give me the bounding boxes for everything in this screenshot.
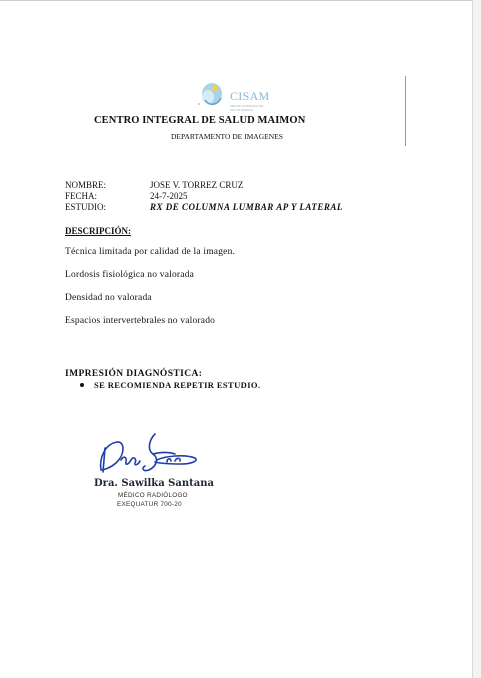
study-label: ESTUDIO: [65, 202, 106, 212]
cisam-logo-icon [193, 80, 229, 112]
name-value: JOSE V. TORREZ CRUZ [150, 180, 244, 190]
study-value: RX DE COLUMNA LUMBAR AP Y LATERAL [150, 202, 343, 212]
bullet-icon [80, 383, 84, 387]
date-row [65, 191, 343, 202]
finding-item: Técnica limitada por calidad de la imagen. [65, 247, 236, 257]
center-title: CENTRO INTEGRAL DE SALUD MAIMON [94, 115, 306, 126]
findings-list [65, 247, 235, 339]
finding-item: Densidad no valorada [65, 293, 152, 303]
logo-text: CISAM [230, 89, 270, 103]
header-vertical-rule [405, 76, 406, 146]
handwritten-signature [95, 430, 205, 480]
signature-exequatur: EXEQUATUR 700-20 [117, 501, 182, 508]
logo-tagline: CENTRO INTEGRAL DE SALUD MAIMON [230, 104, 264, 112]
name-label: NOMBRE: [65, 180, 107, 190]
scroll-gutter[interactable] [473, 0, 481, 678]
impression-heading: IMPRESIÓN DIAGNÓSTICA: [65, 369, 203, 379]
description-heading: DESCRIPCIÓN: [65, 226, 132, 236]
name-row [65, 180, 343, 191]
impression-list [80, 380, 260, 390]
department-name: DEPARTAMENTO DE IMAGENES [171, 132, 283, 141]
study-row [65, 202, 343, 213]
impression-text: SE RECOMIENDA REPETIR ESTUDIO. [94, 380, 261, 390]
date-label: FECHA: [65, 191, 98, 201]
patient-info [65, 180, 343, 213]
impression-item [80, 380, 260, 390]
signature-name: Dra. Sawilka Santana [94, 478, 214, 489]
finding-item: Lordosis fisiológica no valorada [65, 270, 195, 280]
page-top-edge [0, 0, 472, 1]
finding-item: Espacios intervertebrales no valorado [65, 316, 216, 326]
cisam-logo [193, 80, 273, 112]
signature-title: MÉDICO RADIÓLOGO [118, 492, 188, 499]
date-value: 24-7-2025 [150, 191, 188, 201]
